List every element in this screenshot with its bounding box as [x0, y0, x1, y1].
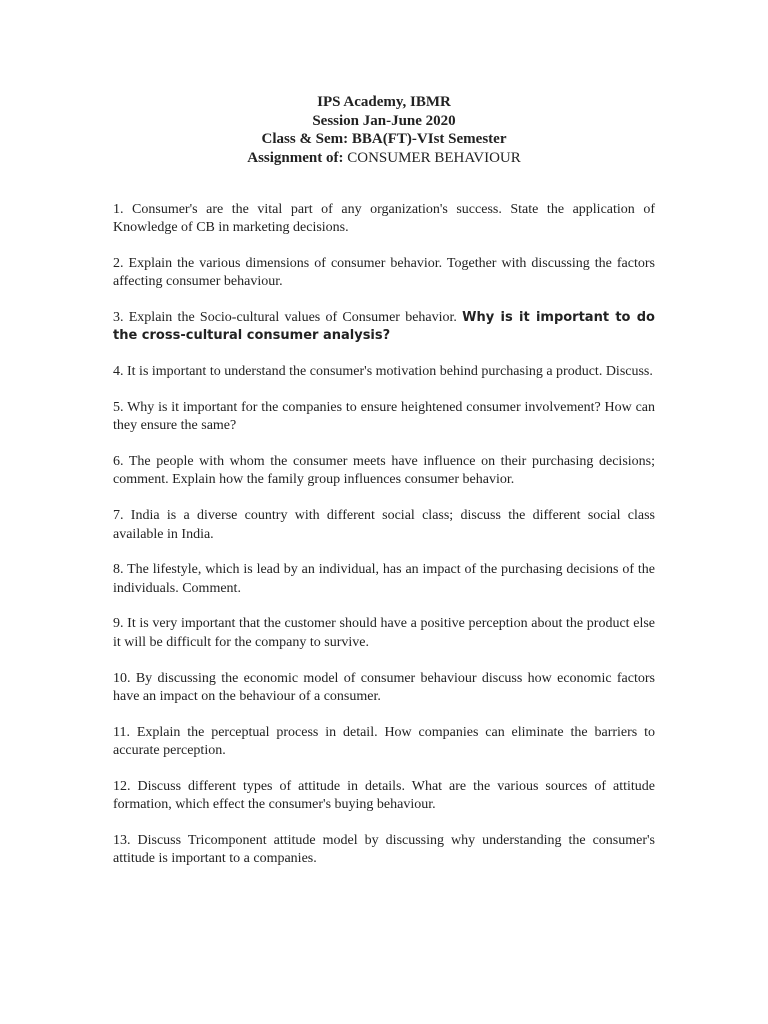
question-item: [113, 670, 655, 707]
question-text: 4. It is important to understand the consumer's motivation behind purchasing a product. Discuss.: [113, 364, 653, 380]
question-item: [113, 832, 655, 869]
question-item: [113, 561, 655, 598]
question-list: [113, 201, 655, 886]
question-item: [113, 399, 655, 436]
question-text: 8. The lifestyle, which is lead by an individual, has an impact of the purchasing decisions of the individuals. Comment.: [113, 562, 655, 596]
question-item: [113, 201, 655, 238]
question-text: 9. It is very important that the customer should have a positive perception about the product else it will be difficult for the company to survive.: [113, 616, 655, 650]
question-text: 1. Consumer's are the vital part of any organization's success. State the application of Knowledge of CB in marketing decisions.: [113, 202, 655, 236]
institute-name: IPS Academy, IBMR: [317, 94, 451, 110]
question-item: [113, 363, 655, 381]
assignment-prefix: Assignment of:: [247, 149, 348, 166]
class-semester-line: Class & Sem: BBA(FT)-VIst Semester: [261, 131, 507, 148]
assignment-subject: CONSUMER BEHAVIOUR: [347, 149, 521, 166]
question-item: [113, 453, 655, 490]
question-text: 3. Explain the Socio-cultural values of Consumer behavior.: [113, 310, 463, 326]
question-item: [113, 724, 655, 761]
question-text: 13. Discuss Tricomponent attitude model by discussing why understanding the consumer's attitude is important to a companies.: [113, 832, 655, 867]
question-text: 11. Explain the perceptual process in detail. How companies can eliminate the barriers to accurate perception.: [113, 724, 655, 758]
question-text: 6. The people with whom the consumer meets have influence on their purchasing decisions; comment. Explain how the family group influences consumer behavior.: [113, 454, 655, 488]
question-item: [113, 615, 655, 652]
question-text: 10. By discussing the economic model of consumer behaviour discuss how economic factors have an impact on the behaviour of a consumer.: [113, 670, 655, 704]
question-item: [113, 309, 655, 346]
question-text: 2. Explain the various dimensions of consumer behavior. Together with discussing the factors affecting consumer behaviour.: [113, 256, 655, 290]
question-text: 5. Why is it important for the companies to ensure heightened consumer involvement? How can they ensure the same?: [113, 400, 655, 434]
question-item: [113, 507, 655, 544]
question-item: [113, 778, 655, 815]
question-text: 7. India is a diverse country with different social class; discuss the different social class available in India.: [113, 508, 655, 542]
question-item: [113, 255, 655, 292]
document-header: [0, 93, 768, 167]
assignment-title: [0, 149, 768, 168]
question-text: 12. Discuss different types of attitude in details. What are the various sources of attitude formation, which effect the consumer's buying behaviour.: [113, 778, 655, 813]
session-line: Session Jan-June 2020: [312, 112, 456, 129]
question-emphasis: Why is it important to do the cross-cultural consumer analysis?: [113, 310, 655, 344]
